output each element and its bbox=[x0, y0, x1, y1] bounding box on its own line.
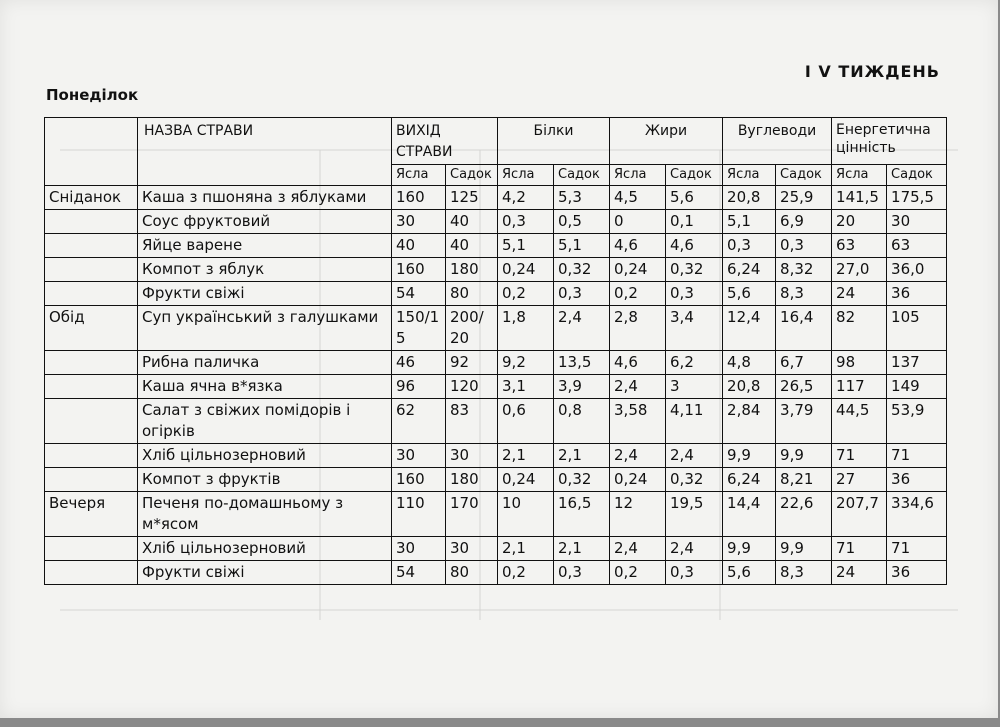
value-cell: 125 bbox=[446, 186, 498, 210]
value-cell: 30 bbox=[392, 537, 446, 561]
value-cell: 20,8 bbox=[723, 375, 776, 399]
meal-cell bbox=[45, 444, 138, 468]
value-cell: 4,6 bbox=[610, 234, 666, 258]
value-cell: 71 bbox=[832, 537, 887, 561]
value-cell: 0,3 bbox=[776, 234, 832, 258]
value-cell: 0,32 bbox=[666, 468, 723, 492]
value-cell: 141,5 bbox=[832, 186, 887, 210]
value-cell: 175,5 bbox=[887, 186, 947, 210]
value-cell: 2,8 bbox=[610, 306, 666, 351]
dish-cell: Компот з фруктів bbox=[138, 468, 392, 492]
value-cell: 8,32 bbox=[776, 258, 832, 282]
value-cell: 54 bbox=[392, 561, 446, 585]
value-cell: 6,24 bbox=[723, 468, 776, 492]
value-cell: 36 bbox=[887, 468, 947, 492]
value-cell: 2,4 bbox=[610, 537, 666, 561]
value-cell: 19,5 bbox=[666, 492, 723, 537]
table-row bbox=[45, 258, 947, 282]
value-cell: 2,4 bbox=[666, 537, 723, 561]
value-cell: 3,1 bbox=[498, 375, 554, 399]
subheader-cell: Ясла bbox=[723, 165, 776, 186]
table-row bbox=[45, 492, 947, 537]
value-cell: 2,4 bbox=[610, 375, 666, 399]
value-cell: 36,0 bbox=[887, 258, 947, 282]
value-cell: 40 bbox=[446, 210, 498, 234]
value-cell: 54 bbox=[392, 282, 446, 306]
value-cell: 71 bbox=[887, 537, 947, 561]
value-cell: 92 bbox=[446, 351, 498, 375]
value-cell: 20,8 bbox=[723, 186, 776, 210]
subheader-cell: Садок bbox=[776, 165, 832, 186]
value-cell: 105 bbox=[887, 306, 947, 351]
table-row bbox=[45, 468, 947, 492]
value-cell: 6,2 bbox=[666, 351, 723, 375]
subheader-cell: Садок bbox=[887, 165, 947, 186]
value-cell: 4,2 bbox=[498, 186, 554, 210]
value-cell: 180 bbox=[446, 468, 498, 492]
value-cell: 4,5 bbox=[610, 186, 666, 210]
value-cell: 5,1 bbox=[554, 234, 610, 258]
table-row bbox=[45, 444, 947, 468]
value-cell: 150/15 bbox=[392, 306, 446, 351]
value-cell: 80 bbox=[446, 282, 498, 306]
table-row bbox=[45, 186, 947, 210]
value-cell: 9,9 bbox=[723, 444, 776, 468]
value-cell: 180 bbox=[446, 258, 498, 282]
value-cell: 46 bbox=[392, 351, 446, 375]
table-row bbox=[45, 399, 947, 444]
value-cell: 27,0 bbox=[832, 258, 887, 282]
value-cell: 2,4 bbox=[666, 444, 723, 468]
value-cell: 5,1 bbox=[723, 210, 776, 234]
subheader-cell: Ясла bbox=[498, 165, 554, 186]
value-cell: 24 bbox=[832, 561, 887, 585]
dish-cell: Хліб цільнозерновий bbox=[138, 537, 392, 561]
value-cell: 0,3 bbox=[666, 282, 723, 306]
value-cell: 2,1 bbox=[498, 537, 554, 561]
value-cell: 3 bbox=[666, 375, 723, 399]
meal-cell bbox=[45, 210, 138, 234]
value-cell: 5,3 bbox=[554, 186, 610, 210]
value-cell: 40 bbox=[446, 234, 498, 258]
value-cell: 0,32 bbox=[554, 258, 610, 282]
value-cell: 170 bbox=[446, 492, 498, 537]
value-cell: 8,3 bbox=[776, 561, 832, 585]
value-cell: 9,2 bbox=[498, 351, 554, 375]
value-cell: 36 bbox=[887, 561, 947, 585]
value-cell: 40 bbox=[392, 234, 446, 258]
value-cell: 30 bbox=[392, 444, 446, 468]
value-cell: 4,8 bbox=[723, 351, 776, 375]
value-cell: 30 bbox=[887, 210, 947, 234]
value-cell: 2,84 bbox=[723, 399, 776, 444]
value-cell: 30 bbox=[446, 444, 498, 468]
value-cell: 200/20 bbox=[446, 306, 498, 351]
dish-cell: Суп український з галушками bbox=[138, 306, 392, 351]
table-row bbox=[45, 561, 947, 585]
menu-table-body bbox=[45, 186, 947, 585]
value-cell: 0,3 bbox=[554, 282, 610, 306]
table-row bbox=[45, 282, 947, 306]
meal-cell bbox=[45, 399, 138, 444]
meal-cell bbox=[45, 234, 138, 258]
table-row bbox=[45, 375, 947, 399]
subheader-cell: Садок bbox=[666, 165, 723, 186]
value-cell: 334,6 bbox=[887, 492, 947, 537]
value-cell: 63 bbox=[832, 234, 887, 258]
meal-cell: Сніданок bbox=[45, 186, 138, 210]
dish-cell: Печеня по-домашньому з м*ясом bbox=[138, 492, 392, 537]
value-cell: 10 bbox=[498, 492, 554, 537]
value-cell: 9,9 bbox=[776, 444, 832, 468]
value-cell: 27 bbox=[832, 468, 887, 492]
value-cell: 20 bbox=[832, 210, 887, 234]
value-cell: 71 bbox=[832, 444, 887, 468]
value-cell: 0,32 bbox=[554, 468, 610, 492]
table-row bbox=[45, 306, 947, 351]
value-cell: 5,6 bbox=[666, 186, 723, 210]
fats-column-header: Жири bbox=[610, 118, 723, 165]
meal-cell bbox=[45, 468, 138, 492]
meal-cell bbox=[45, 258, 138, 282]
dish-cell: Компот з яблук bbox=[138, 258, 392, 282]
subheader-cell: Садок bbox=[446, 165, 498, 186]
table-header-row bbox=[45, 118, 947, 165]
value-cell: 0,1 bbox=[666, 210, 723, 234]
meal-cell bbox=[45, 375, 138, 399]
value-cell: 149 bbox=[887, 375, 947, 399]
meal-cell bbox=[45, 561, 138, 585]
dish-cell: Салат з свіжих помідорів і огірків bbox=[138, 399, 392, 444]
value-cell: 2,4 bbox=[554, 306, 610, 351]
value-cell: 98 bbox=[832, 351, 887, 375]
value-cell: 137 bbox=[887, 351, 947, 375]
value-cell: 2,1 bbox=[554, 444, 610, 468]
energy-column-header: Енергетична цінність bbox=[832, 118, 947, 165]
subheader-cell: Ясла bbox=[392, 165, 446, 186]
value-cell: 0,2 bbox=[610, 282, 666, 306]
proteins-column-header: Білки bbox=[498, 118, 610, 165]
dish-cell: Яйце варене bbox=[138, 234, 392, 258]
meal-cell: Обід bbox=[45, 306, 138, 351]
value-cell: 4,6 bbox=[666, 234, 723, 258]
value-cell: 3,58 bbox=[610, 399, 666, 444]
dish-cell: Фрукти свіжі bbox=[138, 561, 392, 585]
value-cell: 0,24 bbox=[610, 468, 666, 492]
value-cell: 30 bbox=[446, 537, 498, 561]
value-cell: 3,9 bbox=[554, 375, 610, 399]
value-cell: 4,11 bbox=[666, 399, 723, 444]
subheader-cell: Ясла bbox=[832, 165, 887, 186]
value-cell: 207,7 bbox=[832, 492, 887, 537]
meal-cell bbox=[45, 351, 138, 375]
dish-cell: Каша ячна в*язка bbox=[138, 375, 392, 399]
value-cell: 12,4 bbox=[723, 306, 776, 351]
value-cell: 3,4 bbox=[666, 306, 723, 351]
value-cell: 0,3 bbox=[554, 561, 610, 585]
value-cell: 8,21 bbox=[776, 468, 832, 492]
dish-cell: Соус фруктовий bbox=[138, 210, 392, 234]
value-cell: 0,2 bbox=[498, 561, 554, 585]
menu-table bbox=[44, 117, 947, 585]
output-column-header: ВИХІД СТРАВИ bbox=[392, 118, 498, 165]
value-cell: 36 bbox=[887, 282, 947, 306]
value-cell: 160 bbox=[392, 258, 446, 282]
dish-cell: Хліб цільнозерновий bbox=[138, 444, 392, 468]
dish-cell: Каша з пшоняна з яблуками bbox=[138, 186, 392, 210]
value-cell: 120 bbox=[446, 375, 498, 399]
value-cell: 44,5 bbox=[832, 399, 887, 444]
value-cell: 71 bbox=[887, 444, 947, 468]
value-cell: 0,32 bbox=[666, 258, 723, 282]
value-cell: 12 bbox=[610, 492, 666, 537]
meal-cell: Вечеря bbox=[45, 492, 138, 537]
value-cell: 14,4 bbox=[723, 492, 776, 537]
value-cell: 117 bbox=[832, 375, 887, 399]
value-cell: 9,9 bbox=[776, 537, 832, 561]
value-cell: 96 bbox=[392, 375, 446, 399]
meal-column-header bbox=[45, 118, 138, 186]
day-title: Понеділок bbox=[46, 86, 139, 104]
value-cell: 160 bbox=[392, 468, 446, 492]
value-cell: 16,4 bbox=[776, 306, 832, 351]
value-cell: 8,3 bbox=[776, 282, 832, 306]
value-cell: 13,5 bbox=[554, 351, 610, 375]
value-cell: 4,6 bbox=[610, 351, 666, 375]
value-cell: 0,3 bbox=[498, 210, 554, 234]
value-cell: 63 bbox=[887, 234, 947, 258]
table-row bbox=[45, 537, 947, 561]
value-cell: 0,5 bbox=[554, 210, 610, 234]
subheader-cell: Садок bbox=[554, 165, 610, 186]
value-cell: 0,6 bbox=[498, 399, 554, 444]
value-cell: 25,9 bbox=[776, 186, 832, 210]
value-cell: 83 bbox=[446, 399, 498, 444]
value-cell: 53,9 bbox=[887, 399, 947, 444]
meal-cell bbox=[45, 282, 138, 306]
value-cell: 6,24 bbox=[723, 258, 776, 282]
dish-cell: Фрукти свіжі bbox=[138, 282, 392, 306]
value-cell: 2,1 bbox=[554, 537, 610, 561]
value-cell: 2,1 bbox=[498, 444, 554, 468]
week-title: І V ТИЖДЕНЬ bbox=[804, 62, 940, 81]
value-cell: 6,7 bbox=[776, 351, 832, 375]
value-cell: 24 bbox=[832, 282, 887, 306]
value-cell: 3,79 bbox=[776, 399, 832, 444]
value-cell: 2,4 bbox=[610, 444, 666, 468]
dish-cell: Рибна паличка bbox=[138, 351, 392, 375]
value-cell: 16,5 bbox=[554, 492, 610, 537]
value-cell: 5,6 bbox=[723, 282, 776, 306]
value-cell: 0,24 bbox=[498, 468, 554, 492]
value-cell: 1,8 bbox=[498, 306, 554, 351]
value-cell: 6,9 bbox=[776, 210, 832, 234]
value-cell: 80 bbox=[446, 561, 498, 585]
value-cell: 22,6 bbox=[776, 492, 832, 537]
value-cell: 0,3 bbox=[666, 561, 723, 585]
value-cell: 5,1 bbox=[498, 234, 554, 258]
value-cell: 30 bbox=[392, 210, 446, 234]
value-cell: 5,6 bbox=[723, 561, 776, 585]
value-cell: 0,3 bbox=[723, 234, 776, 258]
value-cell: 0 bbox=[610, 210, 666, 234]
dish-column-header: НАЗВА СТРАВИ bbox=[138, 118, 392, 186]
value-cell: 110 bbox=[392, 492, 446, 537]
carbs-column-header: Вуглеводи bbox=[723, 118, 832, 165]
table-row bbox=[45, 351, 947, 375]
meal-cell bbox=[45, 537, 138, 561]
subheader-cell: Ясла bbox=[610, 165, 666, 186]
value-cell: 62 bbox=[392, 399, 446, 444]
table-row bbox=[45, 210, 947, 234]
table-row bbox=[45, 234, 947, 258]
value-cell: 26,5 bbox=[776, 375, 832, 399]
value-cell: 0,2 bbox=[610, 561, 666, 585]
value-cell: 82 bbox=[832, 306, 887, 351]
value-cell: 0,8 bbox=[554, 399, 610, 444]
value-cell: 0,24 bbox=[498, 258, 554, 282]
value-cell: 0,24 bbox=[610, 258, 666, 282]
value-cell: 160 bbox=[392, 186, 446, 210]
value-cell: 0,2 bbox=[498, 282, 554, 306]
value-cell: 9,9 bbox=[723, 537, 776, 561]
